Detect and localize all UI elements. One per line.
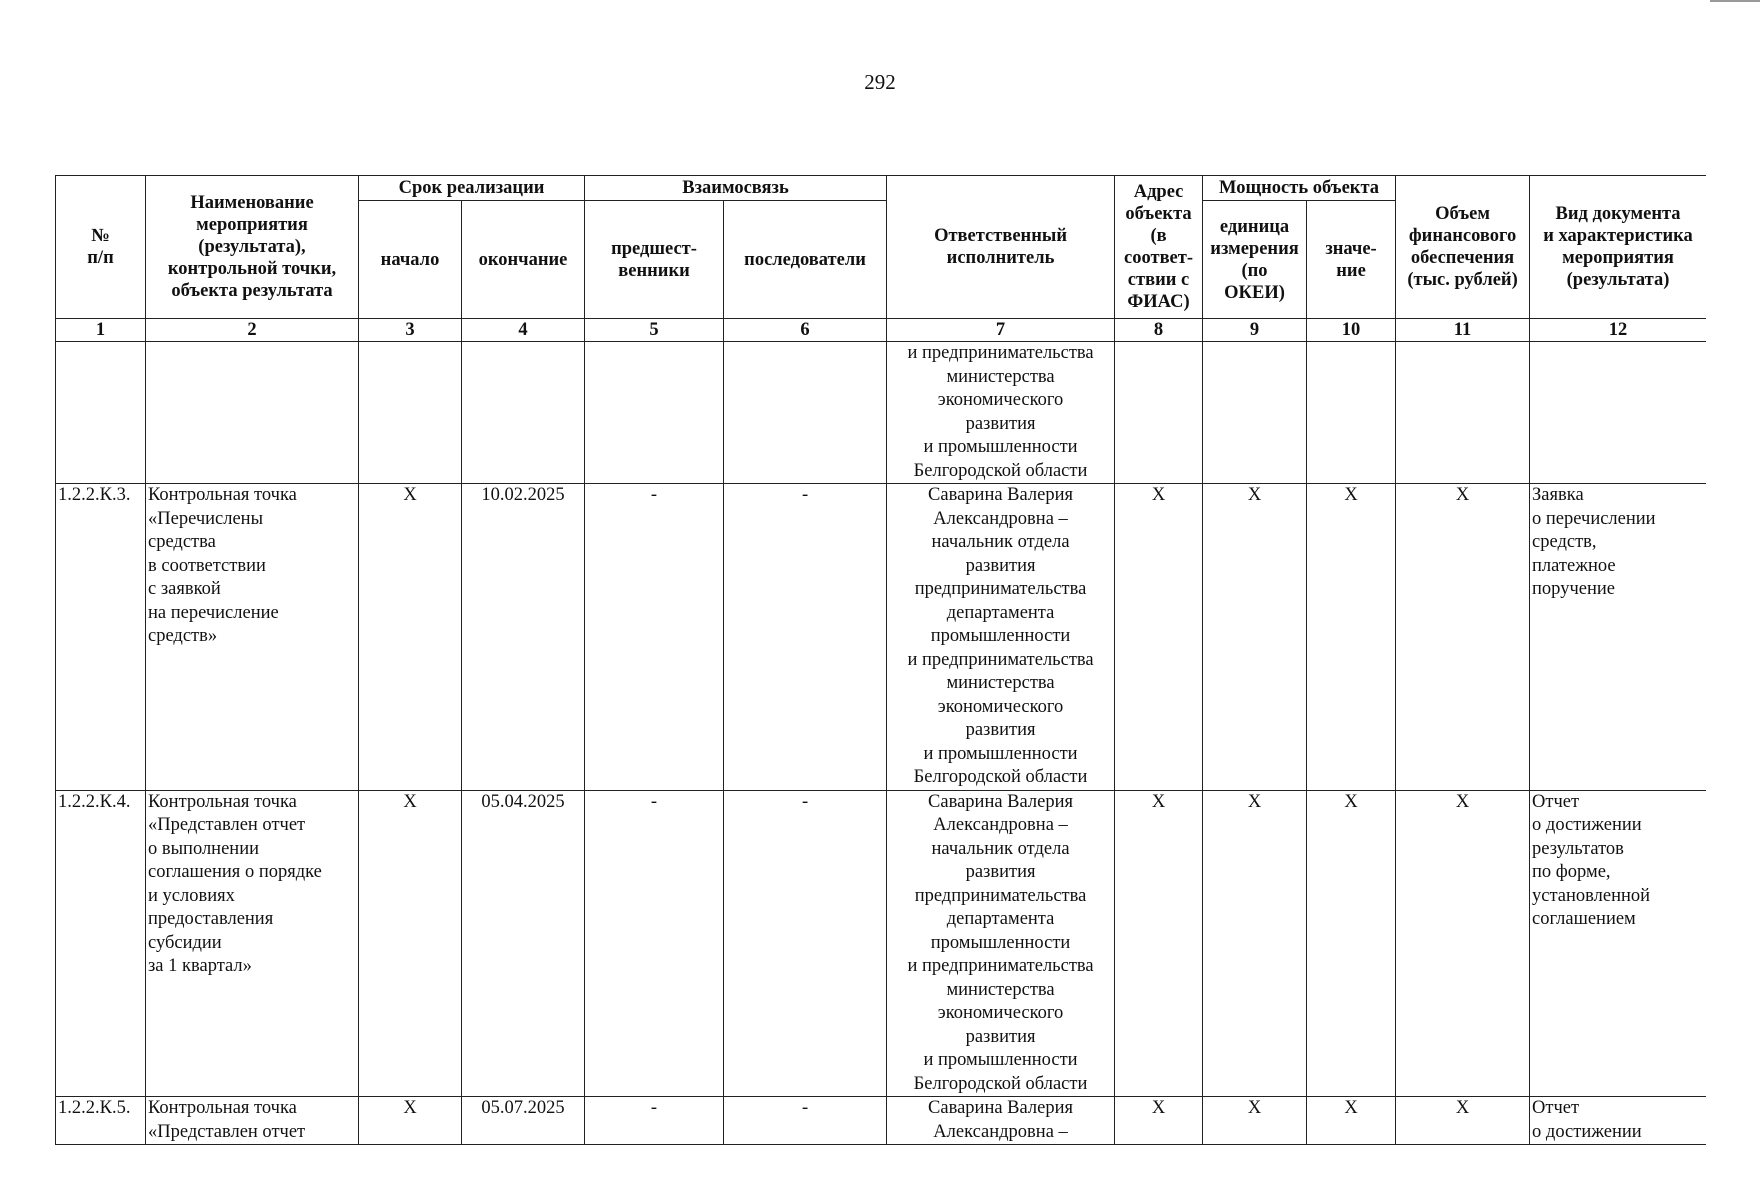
column-number: 5 bbox=[585, 319, 724, 342]
cell-number: 1.2.2.К.5. bbox=[56, 1097, 146, 1145]
table-container bbox=[55, 175, 1706, 1160]
column-number: 9 bbox=[1203, 319, 1307, 342]
header-unit: единица измерения (по ОКЕИ) bbox=[1203, 201, 1307, 319]
header-start: начало bbox=[359, 201, 462, 319]
column-number: 6 bbox=[724, 319, 887, 342]
cell-unit: X bbox=[1203, 1097, 1307, 1145]
cell-successors bbox=[724, 342, 887, 484]
column-number: 10 bbox=[1307, 319, 1396, 342]
cell-executor: Саварина Валерия Александровна – начальник отдела развития предпринимательства департамента промышленности и предпринимательства министерства экономического развития и промышленности Белгородской области bbox=[887, 790, 1115, 1097]
cell-name: Контрольная точка «Представлен отчет bbox=[146, 1097, 359, 1145]
column-number: 3 bbox=[359, 319, 462, 342]
cell-unit: X bbox=[1203, 790, 1307, 1097]
cell-start: X bbox=[359, 484, 462, 791]
cell-address: X bbox=[1115, 790, 1203, 1097]
scan-edge-mark bbox=[1710, 0, 1760, 2]
cell-number: 1.2.2.К.3. bbox=[56, 484, 146, 791]
cell-predecessors bbox=[585, 342, 724, 484]
column-number: 1 bbox=[56, 319, 146, 342]
table-row bbox=[56, 1097, 1707, 1145]
cell-value: X bbox=[1307, 484, 1396, 791]
column-number: 4 bbox=[462, 319, 585, 342]
table-row bbox=[56, 484, 1707, 791]
column-number: 8 bbox=[1115, 319, 1203, 342]
cell-executor: Саварина Валерия Александровна – bbox=[887, 1097, 1115, 1145]
header-name: Наименование мероприятия (результата), контрольной точки, объекта результата bbox=[146, 176, 359, 319]
cell-executor: и предпринимательства министерства экономического развития и промышленности Белгородской области bbox=[887, 342, 1115, 484]
cell-successors: - bbox=[724, 484, 887, 791]
cell-value: X bbox=[1307, 1097, 1396, 1145]
column-number-row bbox=[56, 319, 1707, 342]
cell-finance: X bbox=[1396, 1097, 1530, 1145]
cell-name bbox=[146, 342, 359, 484]
cell-end: 10.02.2025 bbox=[462, 484, 585, 791]
cell-end: 05.04.2025 bbox=[462, 790, 585, 1097]
header-group-timeline: Срок реализации bbox=[359, 176, 585, 201]
cell-address: X bbox=[1115, 1097, 1203, 1145]
cell-number: 1.2.2.К.4. bbox=[56, 790, 146, 1097]
cell-value bbox=[1307, 342, 1396, 484]
cell-number bbox=[56, 342, 146, 484]
cell-predecessors: - bbox=[585, 1097, 724, 1145]
page-number: 292 bbox=[864, 70, 896, 94]
column-number: 7 bbox=[887, 319, 1115, 342]
header-successors: последователи bbox=[724, 201, 887, 319]
table-header bbox=[56, 176, 1707, 342]
column-number: 11 bbox=[1396, 319, 1530, 342]
cell-value: X bbox=[1307, 790, 1396, 1097]
cell-successors: - bbox=[724, 790, 887, 1097]
cell-finance: X bbox=[1396, 484, 1530, 791]
column-number: 12 bbox=[1530, 319, 1706, 342]
cell-finance: X bbox=[1396, 790, 1530, 1097]
cell-predecessors: - bbox=[585, 484, 724, 791]
table-body bbox=[56, 342, 1707, 1145]
cell-executor: Саварина Валерия Александровна – начальник отдела развития предпринимательства департамента промышленности и предпринимательства министерства экономического развития и промышленности Белгородской области bbox=[887, 484, 1115, 791]
cell-document-type: Заявка о перечислении средств, платежное поручение bbox=[1530, 484, 1706, 791]
column-number: 2 bbox=[146, 319, 359, 342]
header-group-capacity: Мощность объекта bbox=[1203, 176, 1396, 201]
header-executor: Ответственный исполнитель bbox=[887, 176, 1115, 319]
cell-document-type bbox=[1530, 342, 1706, 484]
cell-start: X bbox=[359, 1097, 462, 1145]
header-finance: Объем финансового обеспечения (тыс. рублей) bbox=[1396, 176, 1530, 319]
cell-document-type: Отчет о достижении bbox=[1530, 1097, 1706, 1145]
cell-successors: - bbox=[724, 1097, 887, 1145]
header-number: № п/п bbox=[56, 176, 146, 319]
cell-address: X bbox=[1115, 484, 1203, 791]
table-row bbox=[56, 342, 1707, 484]
cell-address bbox=[1115, 342, 1203, 484]
cell-unit bbox=[1203, 342, 1307, 484]
implementation-plan-table bbox=[55, 175, 1706, 1145]
header-document-type: Вид документа и характеристика мероприятия (результата) bbox=[1530, 176, 1706, 319]
header-end: окончание bbox=[462, 201, 585, 319]
cell-start bbox=[359, 342, 462, 484]
cell-start: X bbox=[359, 790, 462, 1097]
cell-finance bbox=[1396, 342, 1530, 484]
header-group-relations: Взаимосвязь bbox=[585, 176, 887, 201]
cell-end: 05.07.2025 bbox=[462, 1097, 585, 1145]
header-value: значе- ние bbox=[1307, 201, 1396, 319]
cell-unit: X bbox=[1203, 484, 1307, 791]
cell-predecessors: - bbox=[585, 790, 724, 1097]
cell-name: Контрольная точка «Представлен отчет о выполнении соглашения о порядке и условиях предоставления субсидии за 1 квартал» bbox=[146, 790, 359, 1097]
table-row bbox=[56, 790, 1707, 1097]
header-address: Адрес объекта (в соответ- ствии с ФИАС) bbox=[1115, 176, 1203, 319]
cell-document-type: Отчет о достижении результатов по форме, установленной соглашением bbox=[1530, 790, 1706, 1097]
cell-end bbox=[462, 342, 585, 484]
cell-name: Контрольная точка «Перечислены средства в соответствии с заявкой на перечисление средств» bbox=[146, 484, 359, 791]
header-predecessors: предшест- венники bbox=[585, 201, 724, 319]
